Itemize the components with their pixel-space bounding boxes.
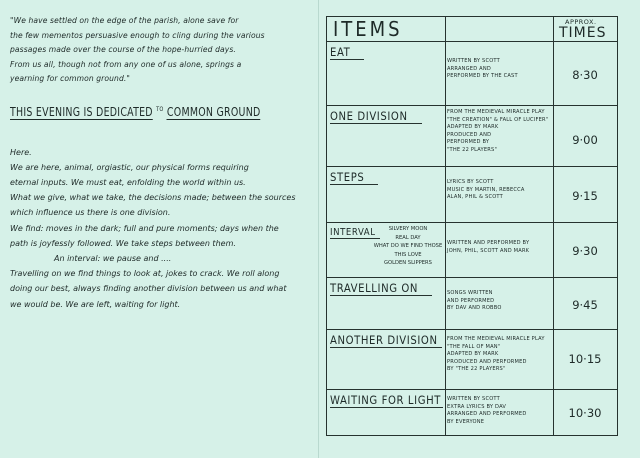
item-time: 10·15 [568,352,602,366]
poem-line: Travelling on we find things to look at, jokes to crack. We roll along [10,269,280,279]
item-credit: WRITTEN BY SCOTT EXTRA LYRICS BY DAV ARRANGED AND PERFORMED BY EVERYONE [447,396,527,425]
poem-text [10,145,310,312]
quote-line: From us all, though not from any one of us alone, springs a [10,59,242,69]
item-title: TRAVELLING ON [330,282,432,295]
dedication-to: TO [156,104,164,113]
poem-line: doing our best, always finding another division between us and what [10,284,287,294]
item-time: 9·45 [572,298,598,312]
poem-line: We find: moves in the dark; full and pure moments; days when the [10,223,279,233]
programme-table [326,16,618,436]
item-credit: LYRICS BY SCOTT MUSIC BY MARTIN, REBECCA ALAN, PHIL & SCOTT [447,179,525,201]
poem-line: we would be. We are left, waiting for light. [10,299,181,309]
left-page [10,14,310,312]
item-title: INTERVAL [330,227,380,238]
poem-line: eternal inputs. We must eat, enfolding the world within us. [10,177,246,187]
item-title: STEPS [330,171,378,184]
page-fold [318,0,319,458]
interval-songs: SILVERY MOON REAL DAY WHAT DO WE FIND THOSE THIS LOVE GOLDEN SLIPPERS [373,226,443,267]
dedication-main: THIS EVENING IS DEDICATED [10,104,153,119]
times-heading: TIMES [559,25,607,41]
opening-quote [10,14,310,87]
item-time: 9·15 [572,189,598,203]
table-row [327,41,617,106]
quote-line: passages made over the course of the hope-hurried days. [10,45,236,54]
table-header [327,17,617,41]
table-row [327,389,617,436]
table-row [327,222,617,278]
dedication-end: COMMON GROUND [166,104,261,119]
item-title: EAT [330,46,364,59]
items-heading: ITEMS [333,17,403,41]
item-time: 9·30 [572,244,598,258]
approx-label: APPROX. [565,18,597,26]
item-credit: FROM THE MEDIEVAL MIRACLE PLAY "THE FALL OF MAN" ADAPTED BY MARK PRODUCED AND PERFORMED BY "THE 22 PLAYERS" [447,336,545,373]
item-credit: SONGS WRITTEN AND PERFORMED BY DAV AND ROBBO [447,290,502,312]
table-row [327,329,617,390]
item-time: 8·30 [572,68,598,82]
item-credit: WRITTEN BY SCOTT ARRANGED AND PERFORMED BY THE CAST [447,58,518,80]
quote-line: the few mementos persuasive enough to cling during the various [10,30,265,40]
item-credit: FROM THE MEDIEVAL MIRACLE PLAY "THE CREATION" & FALL OF LUCIFER" ADAPTED BY MARK PRODUCED AND PERFORMED BY "THE 22 PLAYERS" [447,109,549,153]
poem-line: What we give, what we take, the decisions made; between the sources [10,193,296,203]
dedication-heading [10,105,268,119]
item-title: ANOTHER DIVISION [330,334,442,347]
quote-line: yearning for common ground." [10,74,130,83]
table-row [327,105,617,167]
item-time: 9·00 [572,133,598,147]
table-row [327,277,617,330]
poem-line: Here. [10,147,32,157]
poem-line: An interval: we pause and .... [54,253,172,263]
poem-line: which influence us there is one division. [10,208,171,218]
table-row [327,166,617,223]
poem-line: path is joyfessly followed. We take steps between them. [10,238,236,248]
poem-line: We are here, animal, orgiastic, our physical forms requiring [10,162,249,172]
item-title: ONE DIVISION [330,110,422,123]
item-title: WAITING FOR LIGHT [330,394,442,407]
item-time: 10·30 [568,406,602,420]
item-credit: WRITTEN AND PERFORMED BY JOHN, PHIL, SCOTT AND MARK [447,240,530,254]
quote-line: "We have settled on the edge of the parish, alone save for [10,16,239,25]
